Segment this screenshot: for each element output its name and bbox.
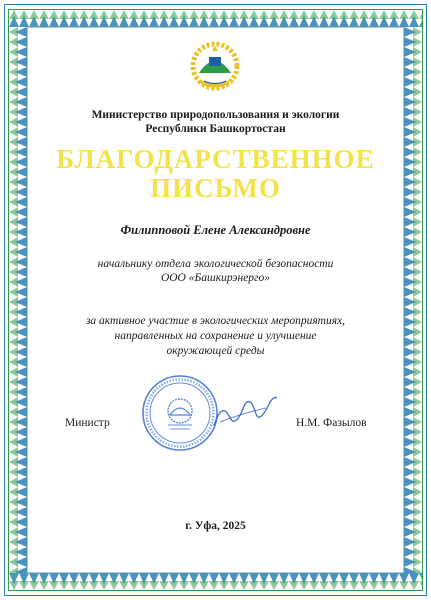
position-line-2: ООО «Башкирэнерго» [160, 272, 271, 284]
ministry-name [0, 108, 431, 136]
border-pattern-bottom [9, 573, 422, 590]
recipient-name: Филипповой Елене Александровне [120, 223, 311, 237]
reason-line-1: за активное участие в экологических мероприятиях, [85, 315, 346, 327]
reason-line-3: окружающей среды [166, 345, 265, 357]
border-pattern-top [9, 10, 422, 27]
ministry-line-2: Республики Башкортостан [145, 123, 286, 135]
ministry-line-1: Министерство природопользования и экологии [91, 109, 340, 121]
signatory-name: Н.М. Фазылов [296, 417, 367, 429]
handwritten-signature [210, 392, 280, 432]
place-and-year: г. Уфа, 2025 [185, 520, 246, 532]
title-line-1: БЛАГОДАРСТВЕННОЕ [56, 144, 375, 174]
signatory-role: Министр [65, 417, 110, 429]
recipient-position [0, 257, 431, 285]
position-line-1: начальнику отдела экологической безопасности [97, 258, 334, 270]
award-reason [0, 314, 431, 359]
title-line-2: ПИСЬМО [150, 173, 281, 203]
bashkortostan-emblem-icon [184, 37, 246, 99]
reason-line-2: направленных на сохранение и улучшение [114, 330, 317, 342]
official-stamp-icon [140, 373, 220, 453]
